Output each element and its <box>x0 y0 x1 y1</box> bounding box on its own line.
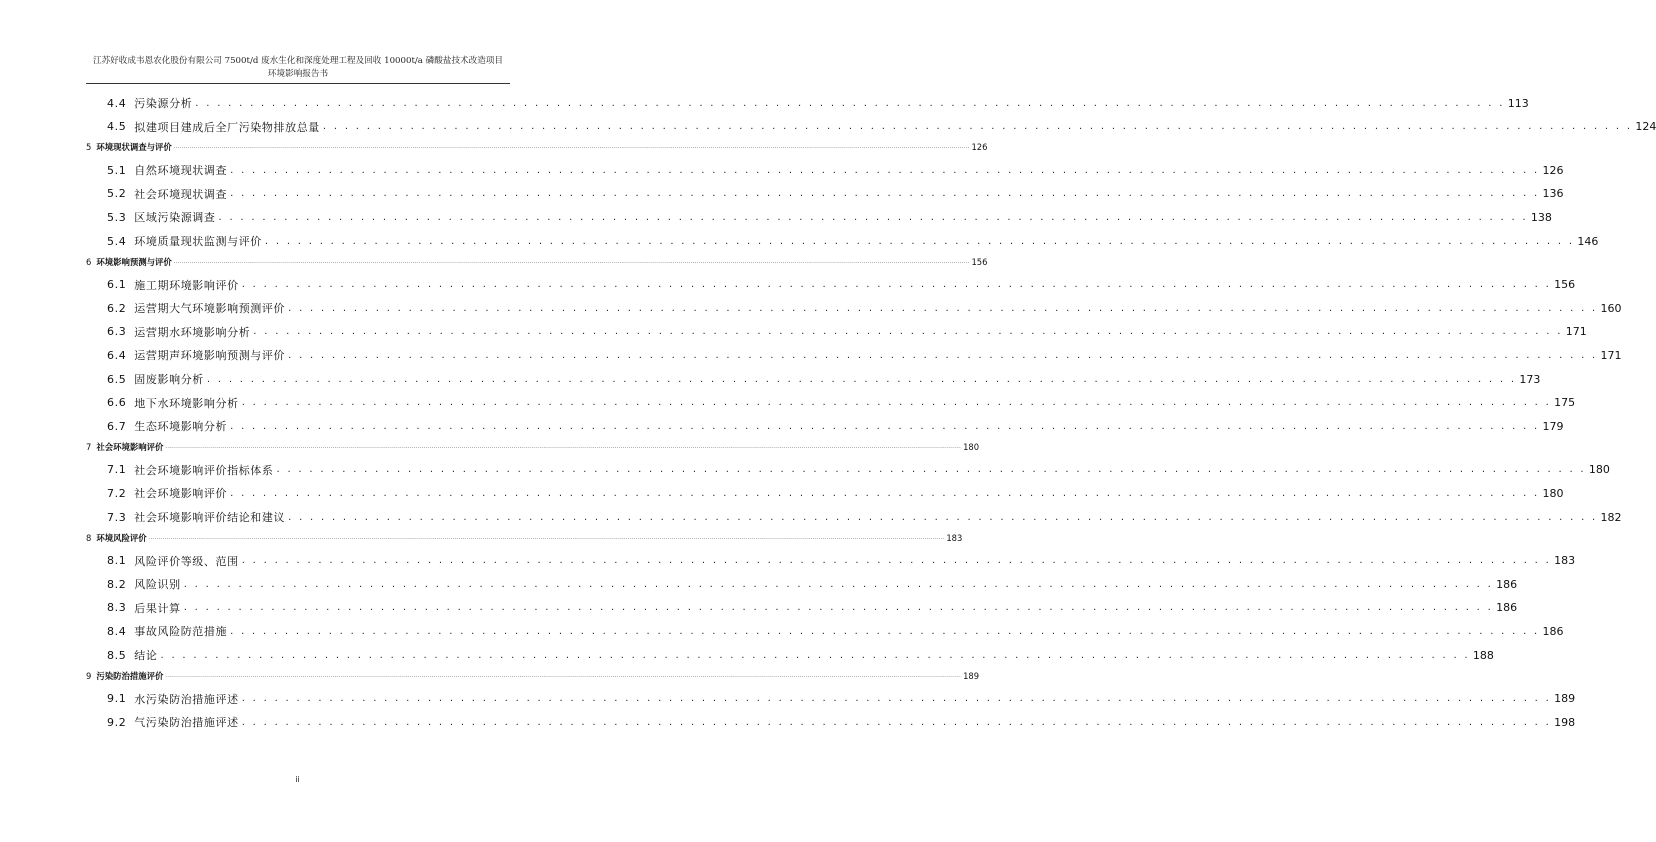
toc-entry-number: 5.4 <box>107 234 127 248</box>
toc-section-entry[interactable] <box>86 550 1576 572</box>
toc-section-entry[interactable] <box>86 711 1576 733</box>
header-line-2: 环境影响报告书 <box>267 69 329 79</box>
toc-section-entry[interactable] <box>86 459 1610 481</box>
toc-entry-page: 180 <box>963 441 980 452</box>
toc-entry-page: 113 <box>1507 96 1529 110</box>
toc-entry-number: 8.3 <box>107 601 127 615</box>
toc-entry-number: 6.5 <box>107 372 127 386</box>
toc-entry-page: 136 <box>1542 187 1564 201</box>
toc-entry-title: 污染源分析 <box>134 97 193 110</box>
toc-entry-title: 风险识别 <box>134 578 181 592</box>
toc-entry-number: 4.5 <box>107 120 127 134</box>
toc-chapter-entry[interactable] <box>86 439 980 455</box>
toc-entry-number: 8.1 <box>107 554 127 568</box>
toc-entry-number: 8.2 <box>107 577 127 591</box>
dot-leader: . . . . . . . . . . . . . . . . . . . . . . . . . . . . . . . . . . . . . . . . . . . . . . . . . . . . . . . . . . . . . . . . . . . . . . . . . . . . . . . . . . . . . . . . . . . . . . . . . . . . . . . . . . . . . . . . . . . . . . . . <box>160 649 1470 661</box>
toc-entry-page: 198 <box>1554 715 1576 729</box>
dot-leader: . . . . . . . . . . . . . . . . . . . . . . . . . . . . . . . . . . . . . . . . . . . . . . . . . . . . . . . . . . . . . . . . . . . . . . . . . . . . . . . . . . . . . . . . . . . . . . . . . . . . . . . . . . . . . . . . . . . . . . . . <box>230 164 1540 176</box>
dot-leader: . . . . . . . . . . . . . . . . . . . . . . . . . . . . . . . . . . . . . . . . . . . . . . . . . . . . . . . . . . . . . . . . . . . . . . . . . . . . . . . . . . . . . . . . . . . . . . . . . . . . . . . . . . . . . . . . . . . . . . . . <box>241 716 1552 728</box>
dot-leader: . . . . . . . . . . . . . . . . . . . . . . . . . . . . . . . . . . . . . . . . . . . . . . . . . . . . . . . . . . . . . . . . . . . . . . . . . . . . . . . . . . . . . . . . . . . . . . . . . . . . . . . . . . . . . . . . . . . . . . . . <box>218 211 1528 223</box>
dot-leader: . . . . . . . . . . . . . . . . . . . . . . . . . . . . . . . . . . . . . . . . . . . . . . . . . . . . . . . . . . . . . . . . . . . . . . . . . . . . . . . . . . . . . . . . . . . . . . . . . . . . . . . . . . . . . . . . . . . . . . . . <box>230 487 1540 499</box>
page-number: ii <box>295 775 300 784</box>
toc-section-entry[interactable] <box>86 183 1564 205</box>
dot-leader: . . . . . . . . . . . . . . . . . . . . . . . . . . . . . . . . . . . . . . . . . . . . . . . . . . . . . . . . . . . . . . . . . . . . . . . . . . . . . . . . . . . . . . . . . . . . . . . . . . . . . . . . . . . . . . . . . . . . . . . . <box>288 511 1598 523</box>
toc-entry-title: 环境现状调查与评价 <box>96 142 172 153</box>
toc-section-entry[interactable] <box>86 274 1576 296</box>
toc-entry-page: 186 <box>1496 601 1518 615</box>
toc-entry-page: 183 <box>1554 554 1576 568</box>
toc-entry-page: 180 <box>1588 463 1610 477</box>
dot-leader: . . . . . . . . . . . . . . . . . . . . . . . . . . . . . . . . . . . . . . . . . . . . . . . . . . . . . . . . . . . . . . . . . . . . . . . . . . . . . . . . . . . . . . . . . . . . . . . . . . . . . . . . . . . . . . . . . . . . . . . . <box>241 693 1552 705</box>
running-header <box>86 55 510 81</box>
dot-leader: . . . . . . . . . . . . . . . . . . . . . . . . . . . . . . . . . . . . . . . . . . . . . . . . . . . . . . . . . . . . . . . . . . . . . . . . . . . . . . . . . . . . . . . . . . . . . . . . . . . . . . . . . . . . . . . . . . . . . . . . <box>183 578 1494 590</box>
toc-entry-page: 160 <box>1600 301 1622 315</box>
dot-leader: . . . . . . . . . . . . . . . . . . . . . . . . . . . . . . . . . . . . . . . . . . . . . . . . . . . . . . . . . . . . . . . . . . . . . . . . . . . . . . . . . . . . . . . . . . . . . . . . . . . . . . . . . . . . . . . . . . . . . . . . <box>288 302 1598 314</box>
dot-leader: . . . . . . . . . . . . . . . . . . . . . . . . . . . . . . . . . . . . . . . . . . . . . . . . . . . . . . . . . . . . . . . . . . . . . . . . . . . . . . . . . . . . . . . . . . . . . . . . . . . . . . . . . . . . . . . . . . . . . . . . <box>241 397 1552 409</box>
dot-leader: . . . . . . . . . . . . . . . . . . . . . . . . . . . . . . . . . . . . . . . . . . . . . . . . . . . . . . . . . . . . . . . . . . . . . . . . . . . . . . . . . . . . . . . . . . . . . . . . . . . . . . . . . . . . . . . . . . . . . . . . <box>183 602 1494 614</box>
toc-entry-title: 运营期水环境影响分析 <box>134 325 251 339</box>
toc-section-entry[interactable] <box>86 482 1564 504</box>
toc-entry-title: 结论 <box>134 649 158 662</box>
toc-entry-title: 施工期环境影响评价 <box>134 278 239 292</box>
toc-entry-title: 社会环境现状调查 <box>134 187 228 201</box>
toc-entry-number: 9 <box>86 670 92 681</box>
toc-entry-page: 126 <box>971 142 988 153</box>
toc-entry-number: 7.1 <box>107 463 127 477</box>
header-rule <box>86 83 510 84</box>
toc-entry-number: 5.1 <box>107 163 127 177</box>
dot-leader: . . . . . . . . . . . . . . . . . . . . . . . . . . . . . . . . . . . . . . . . . . . . . . . . . . . . . . . . . . . . . . . . . . . . . . . . . . . . . . . . . . . . . . . . . . . . . . . . . . . . . . . . . . . . . . . . . . . . . . . . <box>241 555 1552 567</box>
toc-entry-number: 7 <box>86 441 92 452</box>
toc-entry-page: 146 <box>1577 234 1599 248</box>
toc-entry-title: 后果计算 <box>134 601 181 615</box>
toc-entry-page: 186 <box>1542 624 1564 638</box>
toc-entry-title: 气污染防治措施评述 <box>134 716 239 730</box>
toc-entry-title: 固废影响分析 <box>134 373 204 386</box>
toc-entry-title: 生态环境影响分析 <box>134 420 228 434</box>
header-line-1: 江苏好收成韦恩农化股份有限公司 7500t/d 废水生化和深度处理工程及回收 10000t/a 磷酸盐技术改造项目 <box>92 56 504 66</box>
toc-section-entry[interactable] <box>86 644 1494 666</box>
dot-leader: . . . . . . . . . . . . . . . . . . . . . . . . . . . . . . . . . . . . . . . . . . . . . . . . . . . . . . . . . . . . . . . . . . . . . . . . . . . . . . . . . . . . . . . . . . . . . . . . . . . . . . . . . . . . . . . . . . . . . . . . <box>264 235 1575 247</box>
toc-entry-number: 9.2 <box>107 715 127 729</box>
toc-entry-page: 179 <box>1542 419 1564 433</box>
toc-entry-number: 4.4 <box>107 96 127 110</box>
toc-entry-page: 175 <box>1554 396 1576 410</box>
toc-entry-number: 7.3 <box>107 510 127 524</box>
toc-entry-page: 124 <box>1635 120 1656 134</box>
toc-section-entry[interactable] <box>86 159 1564 181</box>
dot-leader: . . . . . . . . . . . . . . . . . . . . . . . . . . . . . . . . . . . . . . . . . . . . . . . . . . . . . . . . . . . . . . . . . . . . . . . . . . . . . . . . . . . . . . . . . . . . . . . . . . . . . . . . . . . . . . . . . . . . . . . . <box>322 121 1633 133</box>
toc-entry-title: 地下水环境影响分析 <box>134 396 239 410</box>
toc-entry-title: 运营期大气环境影响预测评价 <box>134 302 286 316</box>
dot-leader: . . . . . . . . . . . . . . . . . . . . . . . . . . . . . . . . . . . . . . . . . . . . . . . . . . . . . . . . . . . . . . . . . . . . . . . . . . . . . . . . . . . . . . . . . . . . . . . . . . . . . . . . . . . . . . . . . . . . . . . . <box>288 349 1598 361</box>
dot-leader: ................................................................................................................................................................................................................................................................................................................................................................................................................ <box>165 672 962 679</box>
toc-section-entry[interactable] <box>86 506 1622 528</box>
toc-entry-number: 5.2 <box>107 187 127 201</box>
dot-leader: . . . . . . . . . . . . . . . . . . . . . . . . . . . . . . . . . . . . . . . . . . . . . . . . . . . . . . . . . . . . . . . . . . . . . . . . . . . . . . . . . . . . . . . . . . . . . . . . . . . . . . . . . . . . . . . . . . . . . . . . <box>241 279 1552 291</box>
toc-entry-number: 6 <box>86 256 92 267</box>
toc-entry-page: 182 <box>1600 510 1622 524</box>
dot-leader: . . . . . . . . . . . . . . . . . . . . . . . . . . . . . . . . . . . . . . . . . . . . . . . . . . . . . . . . . . . . . . . . . . . . . . . . . . . . . . . . . . . . . . . . . . . . . . . . . . . . . . . . . . . . . . . . . . . . . . . . <box>230 625 1540 637</box>
toc-section-entry[interactable] <box>86 92 1529 114</box>
toc-entry-page: 189 <box>963 670 980 681</box>
toc-entry-number: 6.1 <box>107 278 127 292</box>
toc-entry-page: 173 <box>1519 372 1541 386</box>
toc-entry-title: 运营期声环境影响预测与评价 <box>134 349 286 363</box>
toc-entry-number: 8 <box>86 532 92 543</box>
toc-entry-title: 区域污染源调查 <box>134 211 216 225</box>
toc-entry-page: 156 <box>971 256 988 267</box>
toc-entry-number: 5.3 <box>107 210 127 224</box>
toc-entry-page: 188 <box>1472 648 1494 662</box>
toc-entry-title: 社会环境影响评价指标体系 <box>134 463 274 477</box>
toc-chapter-entry[interactable] <box>86 530 963 546</box>
dot-leader: . . . . . . . . . . . . . . . . . . . . . . . . . . . . . . . . . . . . . . . . . . . . . . . . . . . . . . . . . . . . . . . . . . . . . . . . . . . . . . . . . . . . . . . . . . . . . . . . . . . . . . . . . . . . . . . . . . . . . . . . <box>276 464 1586 476</box>
toc-entry-number: 6.7 <box>107 419 127 433</box>
toc-section-entry[interactable] <box>86 368 1541 390</box>
toc-entry-title: 污染防治措施评价 <box>96 670 164 681</box>
toc-section-entry[interactable] <box>86 297 1622 319</box>
toc-section-entry[interactable] <box>86 688 1576 710</box>
toc-entry-title: 环境质量现状监测与评价 <box>134 235 262 248</box>
toc-chapter-entry[interactable] <box>86 668 980 684</box>
toc-entry-page: 156 <box>1554 278 1576 292</box>
toc-entry-number: 7.2 <box>107 486 127 500</box>
toc-entry-title: 自然环境现状调查 <box>134 164 228 178</box>
toc-entry-page: 171 <box>1600 348 1622 362</box>
toc-entry-title: 风险评价等级、范围 <box>134 554 239 568</box>
toc-entry-page: 189 <box>1554 692 1576 706</box>
toc-entry-number: 8.5 <box>107 648 127 662</box>
toc-entry-page: 138 <box>1530 210 1552 224</box>
toc-entry-title: 社会环境影响评价结论和建议 <box>134 511 286 524</box>
dot-leader: . . . . . . . . . . . . . . . . . . . . . . . . . . . . . . . . . . . . . . . . . . . . . . . . . . . . . . . . . . . . . . . . . . . . . . . . . . . . . . . . . . . . . . . . . . . . . . . . . . . . . . . . . . . . . . . . . . . . . . . . <box>253 326 1563 338</box>
toc-entry-title: 环境风险评价 <box>96 532 147 543</box>
toc-chapter-entry[interactable] <box>86 254 988 270</box>
toc-entry-page: 183 <box>946 532 963 543</box>
dot-leader: . . . . . . . . . . . . . . . . . . . . . . . . . . . . . . . . . . . . . . . . . . . . . . . . . . . . . . . . . . . . . . . . . . . . . . . . . . . . . . . . . . . . . . . . . . . . . . . . . . . . . . . . . . . . . . . . . . . . . . . . <box>206 373 1517 385</box>
dot-leader: . . . . . . . . . . . . . . . . . . . . . . . . . . . . . . . . . . . . . . . . . . . . . . . . . . . . . . . . . . . . . . . . . . . . . . . . . . . . . . . . . . . . . . . . . . . . . . . . . . . . . . . . . . . . . . . . . . . . . . . . <box>230 188 1540 200</box>
toc-entry-page: 126 <box>1542 163 1564 177</box>
toc-section-entry[interactable] <box>86 321 1587 343</box>
toc-entry-number: 6.4 <box>107 348 127 362</box>
toc-entry-number: 6.3 <box>107 325 127 339</box>
dot-leader: ................................................................................................................................................................................................................................................................................................................................................................................................................ <box>148 534 945 541</box>
toc-entry-title: 环境影响预测与评价 <box>96 256 172 267</box>
dot-leader: . . . . . . . . . . . . . . . . . . . . . . . . . . . . . . . . . . . . . . . . . . . . . . . . . . . . . . . . . . . . . . . . . . . . . . . . . . . . . . . . . . . . . . . . . . . . . . . . . . . . . . . . . . . . . . . . . . . . . . . . <box>230 420 1540 432</box>
toc-section-entry[interactable] <box>86 573 1518 595</box>
toc-section-entry[interactable] <box>86 597 1518 619</box>
toc-entry-page: 171 <box>1565 325 1587 339</box>
toc-entry-number: 9.1 <box>107 692 127 706</box>
toc-section-entry[interactable] <box>86 392 1576 414</box>
toc-entry-title: 拟建项目建成后全厂污染物排放总量 <box>134 120 320 134</box>
toc-section-entry[interactable] <box>86 620 1564 642</box>
toc-section-entry[interactable] <box>86 344 1622 366</box>
toc-entry-title: 社会环境影响评价 <box>96 441 164 452</box>
toc-chapter-entry[interactable] <box>86 139 988 155</box>
toc-section-entry[interactable] <box>86 415 1564 437</box>
toc-section-entry[interactable] <box>86 230 1599 252</box>
toc-entry-number: 6.2 <box>107 301 127 315</box>
dot-leader: ................................................................................................................................................................................................................................................................................................................................................................................................................ <box>173 144 970 151</box>
dot-leader: ................................................................................................................................................................................................................................................................................................................................................................................................................ <box>173 258 970 265</box>
toc-entry-number: 6.6 <box>107 396 127 410</box>
toc-section-entry[interactable] <box>86 116 1656 138</box>
toc-entry-title: 水污染防治措施评述 <box>134 692 239 706</box>
toc-entry-title: 事故风险防范措施 <box>134 625 228 639</box>
toc-entry-page: 180 <box>1542 486 1564 500</box>
toc-entry-page: 186 <box>1496 577 1518 591</box>
toc-entry-number: 5 <box>86 142 92 153</box>
toc-entry-title: 社会环境影响评价 <box>134 487 228 501</box>
dot-leader: ................................................................................................................................................................................................................................................................................................................................................................................................................ <box>165 443 962 450</box>
toc-section-entry[interactable] <box>86 206 1552 228</box>
toc-entry-number: 8.4 <box>107 624 127 638</box>
dot-leader: . . . . . . . . . . . . . . . . . . . . . . . . . . . . . . . . . . . . . . . . . . . . . . . . . . . . . . . . . . . . . . . . . . . . . . . . . . . . . . . . . . . . . . . . . . . . . . . . . . . . . . . . . . . . . . . . . . . . . . . . <box>195 97 1505 109</box>
